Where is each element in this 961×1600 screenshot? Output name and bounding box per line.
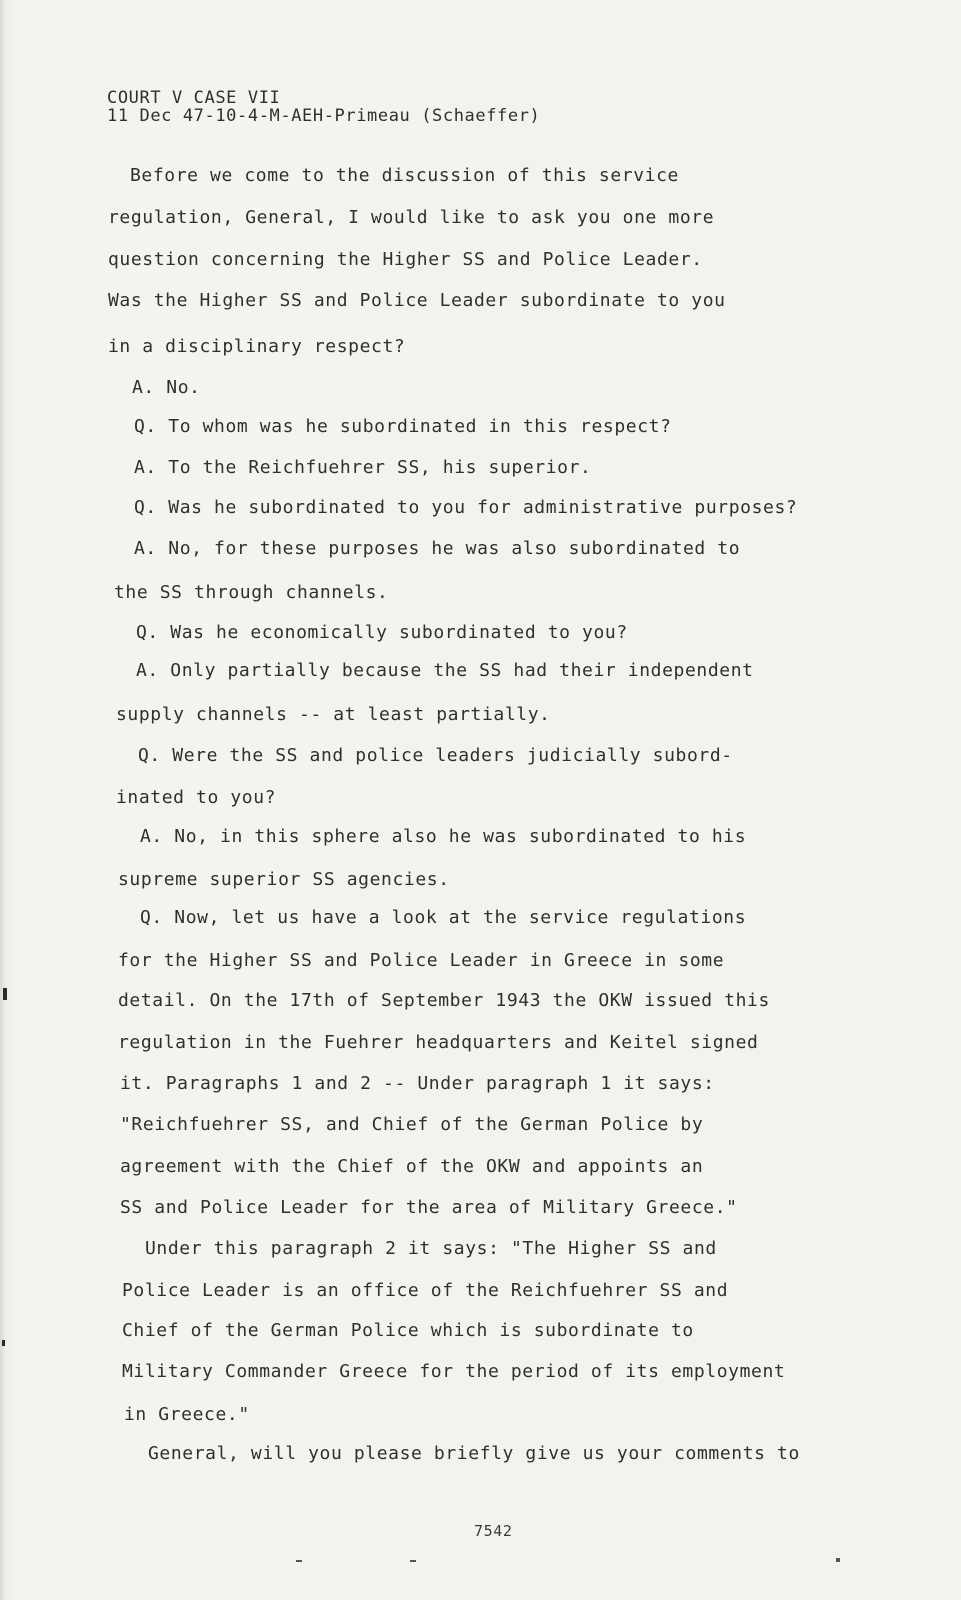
body-line: Q. Were the SS and police leaders judicially subord- [138,745,733,766]
body-line: in Greece." [124,1404,250,1425]
body-line: supply channels -- at least partially. [116,704,551,725]
body-line: SS and Police Leader for the area of Military Greece." [120,1197,738,1218]
body-line: Under this paragraph 2 it says: "The Higher SS and [145,1238,717,1259]
body-line: A. No, for these purposes he was also subordinated to [134,538,741,559]
body-line: question concerning the Higher SS and Police Leader. [108,249,703,270]
body-line: A. Only partially because the SS had their independent [136,660,754,681]
header-court-case: COURT V CASE VII [107,88,281,108]
body-line: agreement with the Chief of the OKW and appoints an [120,1156,704,1177]
body-line: Police Leader is an office of the Reichfuehrer SS and [122,1280,729,1301]
body-line: Before we come to the discussion of this service [130,165,679,186]
body-line: "Reichfuehrer SS, and Chief of the German Police by [120,1114,704,1135]
stray-mark [296,1560,302,1562]
body-line: in a disciplinary respect? [108,336,406,357]
body-line: detail. On the 17th of September 1943 the OKW issued this [118,990,770,1011]
body-line: supreme superior SS agencies. [118,869,450,890]
body-line: Q. To whom was he subordinated in this respect? [134,416,672,437]
body-line: the SS through channels. [114,582,389,603]
body-line: Q. Was he subordinated to you for administrative purposes? [134,497,798,518]
body-line: it. Paragraphs 1 and 2 -- Under paragraph 1 it says: [120,1073,715,1094]
body-line: Q. Now, let us have a look at the service regulations [140,907,747,928]
body-line: A. No. [132,377,201,398]
body-line: Military Commander Greece for the period of its employment [122,1361,786,1382]
edge-mark [2,1340,5,1346]
body-line: inated to you? [116,787,277,808]
body-line: General, will you please briefly give us your comments to [148,1443,800,1464]
body-line: regulation in the Fuehrer headquarters and Keitel signed [118,1032,759,1053]
stray-mark [836,1558,840,1562]
edge-mark [3,988,7,1000]
stray-mark [410,1560,416,1562]
page-number: 7542 [474,1522,513,1540]
body-line: regulation, General, I would like to ask you one more [108,207,715,228]
header-date-code: 11 Dec 47-10-4-M-AEH-Primeau (Schaeffer) [107,106,541,126]
body-line: for the Higher SS and Police Leader in Greece in some [118,950,725,971]
body-line: A. To the Reichfuehrer SS, his superior. [134,457,592,478]
body-line: Was the Higher SS and Police Leader subordinate to you [108,290,726,311]
body-line: A. No, in this sphere also he was subordinated to his [140,826,747,847]
body-line: Q. Was he economically subordinated to you? [136,622,628,643]
body-line: Chief of the German Police which is subordinate to [122,1320,694,1341]
